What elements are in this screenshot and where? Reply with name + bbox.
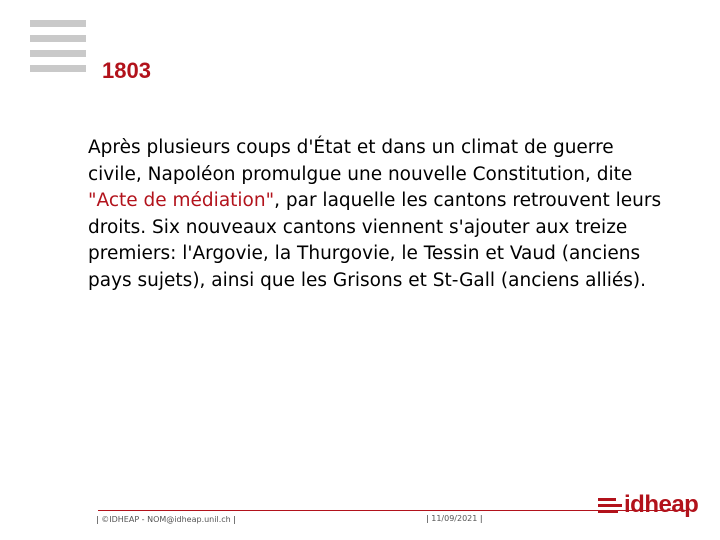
- menu-bar: [30, 50, 86, 57]
- highlighted-term: "Acte de médiation": [88, 190, 275, 211]
- menu-bar: [30, 35, 86, 42]
- footer-separator: |: [233, 515, 236, 524]
- footer-separator: |: [426, 514, 429, 523]
- slide-title: 1803: [102, 58, 151, 83]
- logo-text: idheap: [624, 491, 699, 518]
- menu-bar: [30, 65, 86, 72]
- footer-date-text: 11/09/2021: [431, 514, 478, 523]
- body-text-before: Après plusieurs coups d'État et dans un climat de guerre civile, Napoléon promulgue une nouvelle Constitution, dite: [88, 137, 633, 185]
- footer-separator: |: [479, 514, 483, 523]
- logo-lines-icon: [598, 496, 622, 514]
- body-text-after: , par laquelle les cantons retrouvent leurs droits. Six nouveaux cantons viennent s'ajouter aux treize premiers: l'Argovie, la Thurgovie, le Tessin et Vaud (anciens pays sujets), ainsi que les Grisons et St-Gall (anciens alliés).: [88, 190, 662, 291]
- footer-separator: |: [96, 515, 99, 524]
- menu-bar: [30, 20, 86, 27]
- idheap-logo: [598, 490, 698, 520]
- footer-credit: [96, 515, 236, 524]
- menu-bars-icon: [30, 20, 86, 80]
- footer-date: [426, 514, 483, 523]
- footer-credit-text: ©IDHEAP - NOM@idheap.unil.ch: [101, 515, 231, 524]
- slide-body: [88, 135, 668, 294]
